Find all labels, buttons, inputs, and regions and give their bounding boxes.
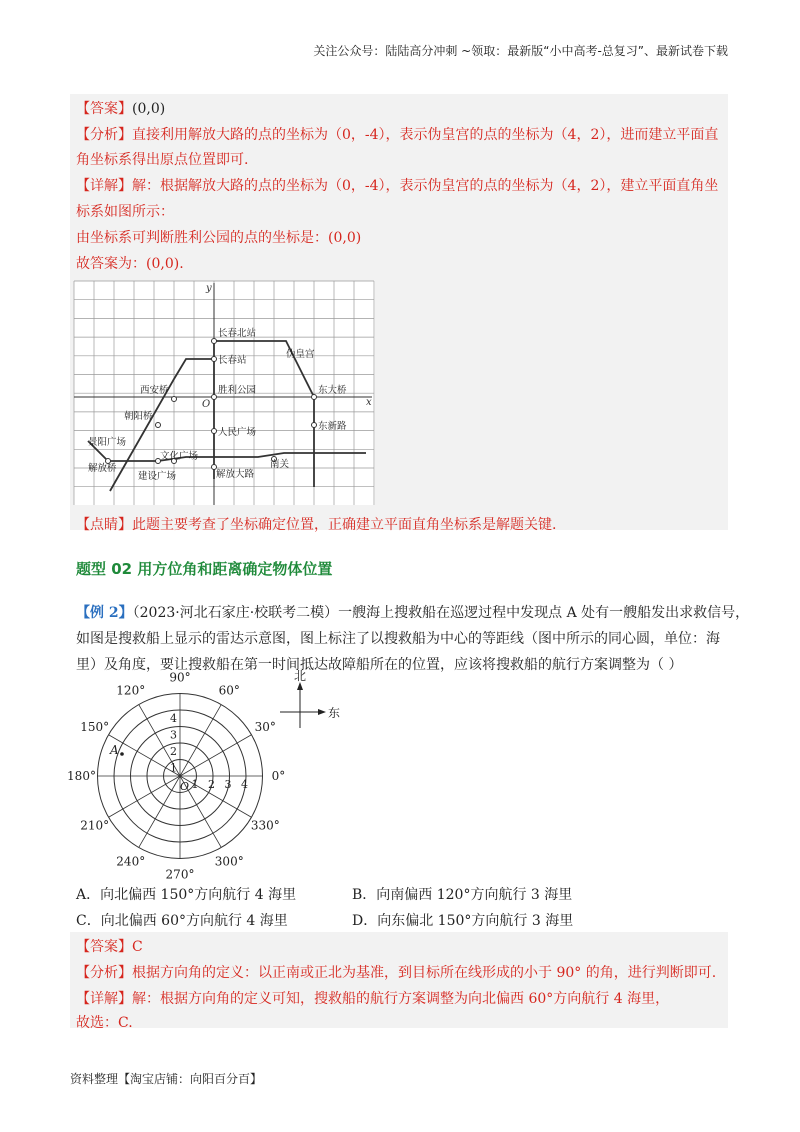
analysis-line-2: 角坐标系得出原点位置即可. (76, 152, 249, 168)
point-xian-bridge (172, 397, 177, 402)
label-jianshe-square: 建设广场 (138, 471, 177, 482)
radar-ring-label-north: 3 (170, 728, 177, 742)
radar-angle-label: 90° (169, 670, 191, 685)
label-wei-palace: 伪皇宫 (286, 349, 315, 360)
q2-stem-line-2: 如图是搜救船上显示的雷达示意图，图上标注了以搜救船为中心的等距线（图中所示的同心圆，单位：海 (76, 631, 720, 647)
label-shengli-park: 胜利公园 (218, 385, 257, 396)
point-a (120, 752, 124, 756)
origin-label: O (202, 399, 211, 410)
radar-ring-label-east: 4 (241, 778, 248, 791)
analysis-tag: 【分析】 (76, 127, 132, 143)
radar-angle-label: 330° (250, 818, 280, 833)
compass-east-label: 东 (328, 706, 341, 720)
q2-analysis-text: 根据方向角的定义：以正南或正北为基准，到目标所在线形成的小于 90° 的角，进行判断即可. (132, 965, 717, 981)
compass-svg (274, 670, 344, 730)
option-a[interactable]: A．向北偏西 150°方向航行 4 海里 (76, 887, 297, 903)
compass-north-label: 北 (294, 669, 307, 683)
coordinate-map-figure (74, 281, 375, 505)
point-changchun (212, 357, 217, 362)
radar-ring-label-north: 1 (170, 761, 177, 775)
option-b[interactable]: B．向南偏西 120°方向航行 3 海里 (352, 887, 573, 903)
q2-detail-tag: 【详解】 (76, 991, 132, 1007)
radar-spoke (180, 705, 221, 776)
label-changchun: 长春站 (218, 355, 247, 366)
q2-answer-value: C (132, 939, 143, 955)
label-nanguan: 南关 (270, 459, 290, 470)
label-dong-bridge: 东大桥 (318, 385, 347, 396)
detail-line-4: 故答案为：(0,0). (76, 256, 184, 272)
radar-ring-label-north: 2 (170, 745, 177, 758)
q2-detail-text: 解：根据方向角的定义可知，搜救船的航行方案调整为向北偏西 60°方向航行 4 海里， (132, 991, 670, 1007)
label-jiefang-bridge: 解放桥 (88, 463, 117, 474)
q2-detail-line-1 (76, 988, 669, 1008)
point-shengli-park (212, 395, 217, 400)
radar-ring-label-north: 4 (170, 712, 177, 725)
q2-analysis-tag: 【分析】 (76, 965, 132, 981)
point-dongxin-road (312, 423, 317, 428)
y-axis-label: y (206, 283, 212, 294)
detail-tag: 【详解】 (76, 178, 132, 194)
east-arrow-icon (318, 709, 326, 715)
radar-origin-label: O (180, 780, 190, 793)
radar-angle-label: 0° (271, 769, 286, 783)
radar-figure (67, 670, 286, 882)
label-chaoyang-bridge: 朝阳桥 (124, 411, 153, 422)
example-tag: 【例 2】 (76, 605, 133, 621)
radar-angle-label: 120° (116, 683, 146, 698)
radar-angle-label: 210° (80, 818, 110, 833)
point-dong-bridge (312, 395, 317, 400)
radar-spoke (139, 776, 180, 847)
label-jingyang-square: 景阳广场 (88, 437, 127, 448)
comment-tag: 【点睛】 (76, 517, 132, 533)
answer-tag: 【答案】 (76, 101, 132, 117)
q2-stem-line-3: 里）及角度，要让搜救船在第一时间抵达故障船所在的位置，应该将搜救船的航行方案调整为（ ） (76, 657, 683, 673)
analysis-line-1 (76, 124, 718, 144)
q2-analysis-line (76, 962, 716, 982)
radar-angle-label: 270° (165, 867, 195, 882)
label-dongxin-road: 东新路 (318, 421, 347, 432)
section-title: 题型 02 用方位角和距离确定物体位置 (76, 560, 333, 578)
radar-angle-label: 30° (254, 719, 276, 734)
q2-answer-tag: 【答案】 (76, 939, 132, 955)
q2-stem-text: （2023·河北石家庄·校联考二模）一艘海上搜救船在巡逻过程中发现点 A 处有一艘船发出求救信号， (132, 605, 750, 621)
radar-svg (67, 670, 286, 882)
detail-text: 解：根据解放大路的点的坐标为（0，-4），表示伪皇宫的点的坐标为（4，2），建立平面直角坐 (132, 178, 719, 194)
coordinate-map-svg (74, 281, 375, 505)
label-changchun-north: 长春北站 (218, 328, 257, 339)
radar-angle-label: 60° (218, 683, 240, 698)
point-renmin-square (212, 429, 217, 434)
point-changchun-north (212, 339, 217, 344)
radar-angle-label: 180° (67, 769, 96, 783)
page-header: 关注公众号：陆陆高分冲刺 ~领取：最新版“小中高考-总复习”、最新试卷下载 (313, 44, 728, 58)
radar-angle-label: 300° (214, 854, 244, 869)
option-d[interactable]: D．向东偏北 150°方向航行 3 海里 (352, 913, 574, 929)
analysis-text: 直接利用解放大路的点的坐标为（0，-4），表示伪皇宫的点的坐标为（4，2），进而建立平面直 (132, 127, 719, 143)
point-chaoyang-bridge (156, 423, 161, 428)
q2-answer-line (76, 936, 143, 956)
radar-ring-label-east: 1 (191, 778, 199, 791)
option-c[interactable]: C．向北偏西 60°方向航行 4 海里 (76, 913, 288, 929)
label-wenhua-square: 文化广场 (160, 451, 199, 462)
compass-figure (274, 670, 344, 730)
x-axis-label: x (366, 397, 372, 408)
comment-line-1 (76, 514, 556, 534)
radar-angle-label: 150° (80, 719, 110, 734)
radar-spoke (180, 735, 251, 776)
radar-spoke (109, 776, 180, 817)
label-renmin-square: 人民广场 (218, 427, 257, 438)
detail-line-3: 由坐标系可判断胜利公园的点的坐标是：(0,0) (76, 230, 362, 246)
detail-line-2: 标系如图所示： (76, 204, 174, 220)
detail-line-1 (76, 175, 718, 195)
point-a-label: A (110, 743, 119, 757)
radar-angle-label: 240° (116, 854, 146, 869)
radar-ring-label-east: 3 (224, 778, 232, 791)
radar-ring-label-east: 2 (208, 778, 215, 791)
comment-text: 此题主要考查了坐标确定位置，正确建立平面直角坐标系是解题关键. (132, 517, 557, 533)
page-footer: 资料整理【淘宝店铺：向阳百分百】 (70, 1072, 263, 1086)
answer-value: (0,0) (132, 101, 166, 117)
label-xian-bridge: 西安桥 (140, 385, 169, 396)
label-jiefang-road: 解放大路 (216, 469, 255, 480)
q2-stem-line-1 (76, 602, 749, 622)
answer-line-1 (76, 98, 165, 118)
north-arrow-icon (297, 682, 303, 690)
q2-detail-line-2: 故选：C. (76, 1015, 133, 1031)
